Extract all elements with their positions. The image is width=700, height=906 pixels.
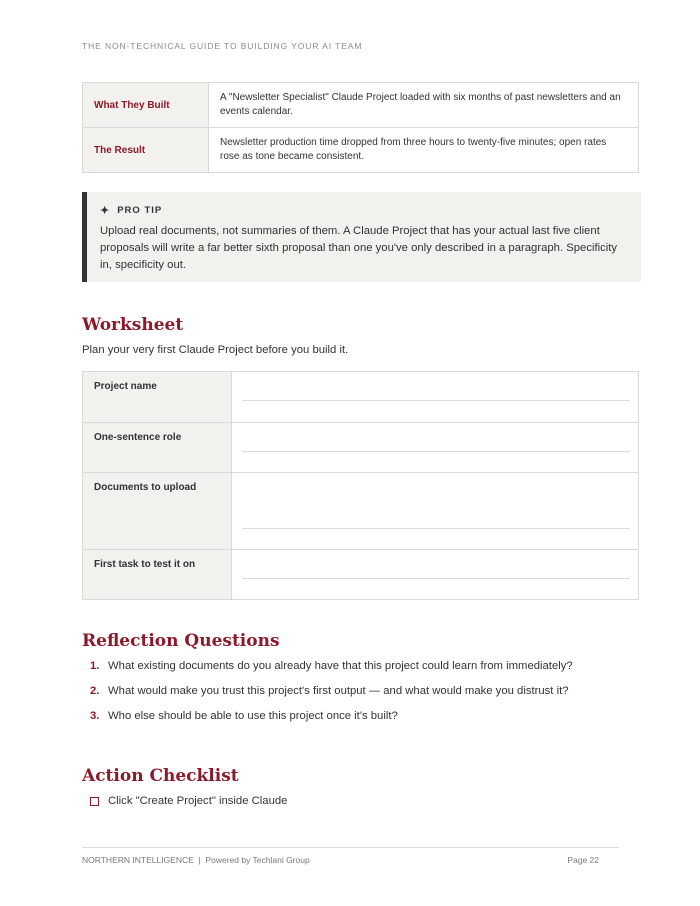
worksheet-row [83, 422, 638, 472]
first-task-field[interactable] [232, 550, 638, 599]
write-line [242, 400, 630, 401]
action-checklist [90, 795, 287, 807]
row-label: The Result [83, 128, 209, 173]
sparkle-icon: ✦ [100, 205, 111, 217]
pro-tip-callout [82, 192, 641, 282]
worksheet-table [82, 371, 639, 600]
table-row [83, 83, 639, 128]
field-label: One-sentence role [83, 423, 232, 472]
pro-tip-heading: PRO TIP [117, 205, 163, 216]
question-number: 3. [90, 710, 100, 722]
worksheet-row [83, 372, 638, 422]
list-item [90, 708, 573, 733]
row-label: What They Built [83, 83, 209, 128]
table-row [83, 128, 639, 173]
worksheet-row [83, 549, 638, 599]
question-number: 1. [90, 660, 100, 672]
field-label: Documents to upload [83, 473, 232, 549]
write-line [242, 451, 630, 452]
question-number: 2. [90, 685, 100, 697]
running-header: THE NON-TECHNICAL GUIDE TO BUILDING YOUR AI TEAM [82, 41, 363, 51]
checklist-item [90, 795, 287, 807]
pro-tip-body: Upload real documents, not summaries of them. A Claude Project that has your actual last five client proposals will write a far better sixth proposal than one you've only described in a paragraph. Specificity in, specificity out. [100, 225, 618, 271]
row-value: A "Newsletter Specialist" Claude Project loaded with six months of past newsletters and an events calendar. [209, 83, 639, 128]
page-number: Page 22 [567, 855, 599, 865]
worksheet-title: Worksheet [82, 315, 184, 335]
write-line [242, 578, 630, 579]
row-value: Newsletter production time dropped from three hours to twenty-five minutes; open rates rose as tone became consistent. [209, 128, 639, 173]
question-text: Who else should be able to use this project once it's built? [108, 710, 398, 722]
reflection-list [90, 658, 573, 733]
question-text: What existing documents do you already have that this project could learn from immediately? [108, 660, 573, 672]
case-study-table [82, 82, 639, 173]
pro-tip-header [100, 204, 627, 217]
worksheet-intro: Plan your very first Claude Project before you build it. [82, 344, 349, 356]
checklist-title: Action Checklist [82, 766, 239, 786]
checkbox[interactable] [90, 797, 99, 806]
project-name-field[interactable] [232, 372, 638, 422]
list-item [90, 658, 573, 683]
field-label: First task to test it on [83, 550, 232, 599]
write-line [242, 528, 630, 529]
footer-branding: NORTHERN INTELLIGENCE | Powered by Techlani Group [82, 855, 310, 865]
reflection-title: Reflection Questions [82, 631, 280, 651]
checklist-item-label: Click "Create Project" inside Claude [108, 795, 288, 807]
role-field[interactable] [232, 423, 638, 472]
documents-field[interactable] [232, 473, 638, 549]
question-text: What would make you trust this project's first output — and what would make you distrust it? [108, 685, 569, 697]
list-item [90, 683, 573, 708]
field-label: Project name [83, 372, 232, 422]
worksheet-row [83, 472, 638, 549]
footer-divider [82, 847, 619, 848]
